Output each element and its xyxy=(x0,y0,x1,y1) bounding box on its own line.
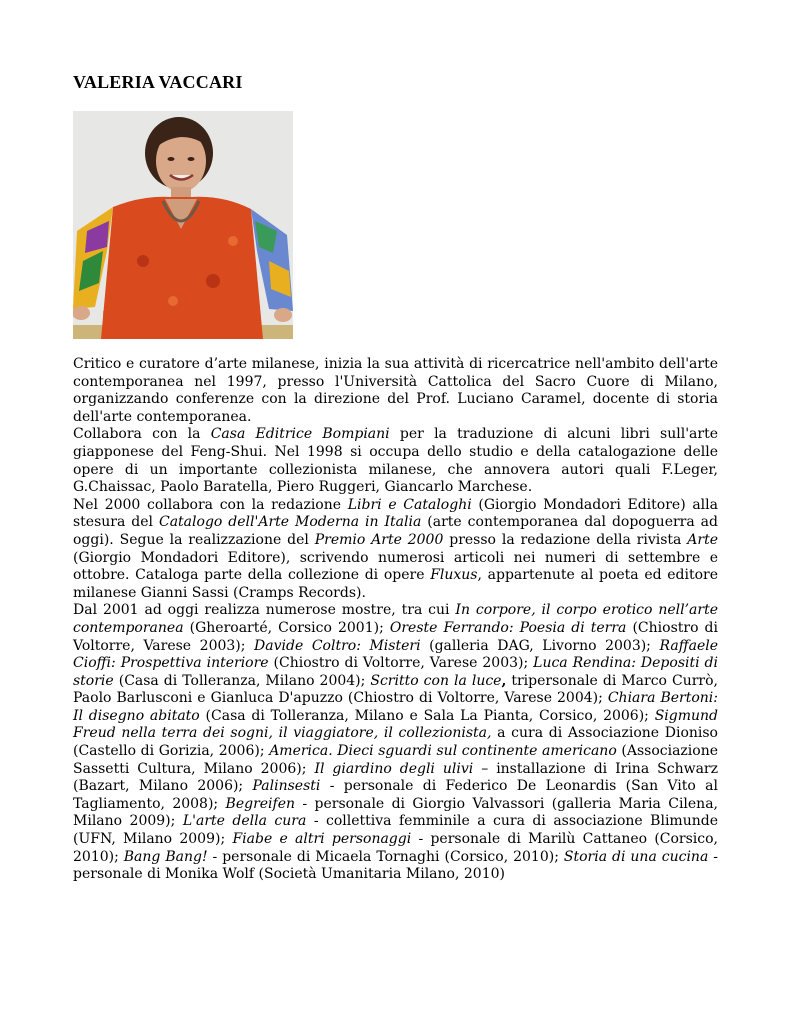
text-run: Critico e curatore d’arte milanese, inizia la sua attività di ricercatrice nell'ambito dell'arte contemporanea nel 1997, presso l'Università Cattolica del Sacro Cuore di Milano, organizzando conferenze con la direzione del Prof. Luciano Caramel, docente di storia dell'arte contemporanea. xyxy=(73,356,718,425)
text-run: (Giorgio Mondadori Editore), scrivendo numerosi articoli nei numeri di settembre e ottobre. Cataloga parte della collezione di opere xyxy=(73,549,718,584)
text-run: (Casa di Tolleranza, Milano 2004); xyxy=(113,672,371,689)
italic-title: Davide Coltro: Misteri xyxy=(254,637,421,654)
italic-title: Catalogo dell'Arte Moderna in Italia xyxy=(159,514,422,531)
text-run: - personale di Federico De Leonardis (San Vito al Tagliamento, 2008); xyxy=(73,778,718,812)
text-run: (arte contemporanea dal dopoguerra ad oggi). Segue la realizzazione del xyxy=(73,514,718,548)
italic-title: Premio Arte 2000 xyxy=(314,531,444,548)
italic-title: Luca Rendina: Depositi di storie xyxy=(73,655,718,689)
text-run: (Chiostro di Voltorre, Varese 2003); xyxy=(268,655,534,672)
text-run: , xyxy=(501,672,507,689)
text-run: (Associazione Sassetti Cultura, Milano 2006); xyxy=(73,743,718,777)
italic-title: Arte xyxy=(687,531,718,548)
text-run: presso la redazione della rivista xyxy=(443,531,688,548)
italic-title: Casa Editrice Bompiani xyxy=(210,426,390,443)
text-run: Dal 2001 ad oggi realizza numerose mostre, tra cui xyxy=(73,602,456,619)
italic-title: Palinsesti xyxy=(252,778,321,795)
italic-title: Sigmund Freud nella terra dei sogni, il viaggiatore, il collezionista, xyxy=(73,707,718,742)
text-run: (Giorgio Mondadori Editore) alla stesura del xyxy=(73,496,718,531)
italic-title: L'arte della cura xyxy=(182,813,307,830)
text-run: - personale di Micaela Tornaghi (Corsico, 2010); xyxy=(207,848,564,865)
text-run: Collabora con la xyxy=(73,426,211,443)
paragraph-4 xyxy=(73,602,718,884)
text-run: (Gheroarté, Corsico 2001); xyxy=(183,619,390,636)
biography-text xyxy=(73,356,718,884)
text-run: (Chiostro di Voltorre, Varese 2003); xyxy=(73,619,718,654)
italic-title: Bang Bang! xyxy=(123,848,208,865)
italic-title: Chiara Bertoni: Il disegno abitato xyxy=(73,690,718,724)
text-run: Nel 2000 collabora con la redazione xyxy=(73,496,348,513)
text-run: - personale di Giorgio Valvassori (galleria Maria Cilena, Milano 2009); xyxy=(73,795,718,830)
page-title: VALERIA VACCARI xyxy=(73,72,243,92)
italic-title: Raffaele Cioffi: Prospettiva interiore xyxy=(73,637,719,672)
paragraph-1 xyxy=(73,356,718,426)
portrait-photo xyxy=(73,111,293,339)
paragraph-3 xyxy=(73,497,718,603)
text-run: - collettiva femminile a cura di associazione Blimunde (UFN, Milano 2009); xyxy=(73,813,718,848)
italic-title: Storia di una cucina xyxy=(563,848,709,865)
text-run: a cura di Associazione Dioniso (Castello di Gorizia, 2006); xyxy=(73,725,718,760)
italic-title: Il giardino degli ulivi xyxy=(314,760,474,777)
italic-title: Libri e Cataloghi xyxy=(347,496,472,513)
text-run: - personale di Monika Wolf (Società Umanitaria Milano, 2010) xyxy=(73,848,718,883)
italic-title: Fluxus xyxy=(430,567,478,584)
text-run: tripersonale di Marco Currò, Paolo Barlusconi e Gianluca D'apuzzo (Chiostro di Voltorre, Varese 2004); xyxy=(73,672,718,707)
paragraph-2 xyxy=(73,426,718,496)
text-run: – installazione di Irina Schwarz (Bazart, Milano 2006); xyxy=(73,760,718,795)
text-run: per la traduzione di alcuni libri sull'arte giapponese del Feng-Shui. Nel 1998 si occupa dello studio e della catalogazione delle opere di un importante collezionista milanese, che annovera autori quali F.Leger, G.Chaissac, Paolo Baratella, Piero Ruggeri, Giancarlo Marchese. xyxy=(73,426,718,496)
italic-title: America. Dieci sguardi sul continente americano xyxy=(269,743,617,760)
text-run: (galleria DAG, Livorno 2003); xyxy=(420,637,660,654)
italic-title: Oreste Ferrando: Poesia di terra xyxy=(389,619,627,636)
italic-title: Fiabe e altri personaggi xyxy=(232,831,412,848)
text-run: (Casa di Tolleranza, Milano e Sala La Pianta, Corsico, 2006); xyxy=(199,707,655,724)
italic-title: Begreifen xyxy=(225,795,296,812)
italic-title: In corpore, il corpo erotico nell’arte contemporanea xyxy=(73,602,718,636)
text-run: - personale di Marilù Cattaneo (Corsico, 2010); xyxy=(73,831,718,865)
italic-title: Scritto con la luce xyxy=(370,672,502,689)
text-run: , appartenute al poeta ed editore milanese Gianni Sassi (Cramps Records). xyxy=(73,567,719,601)
